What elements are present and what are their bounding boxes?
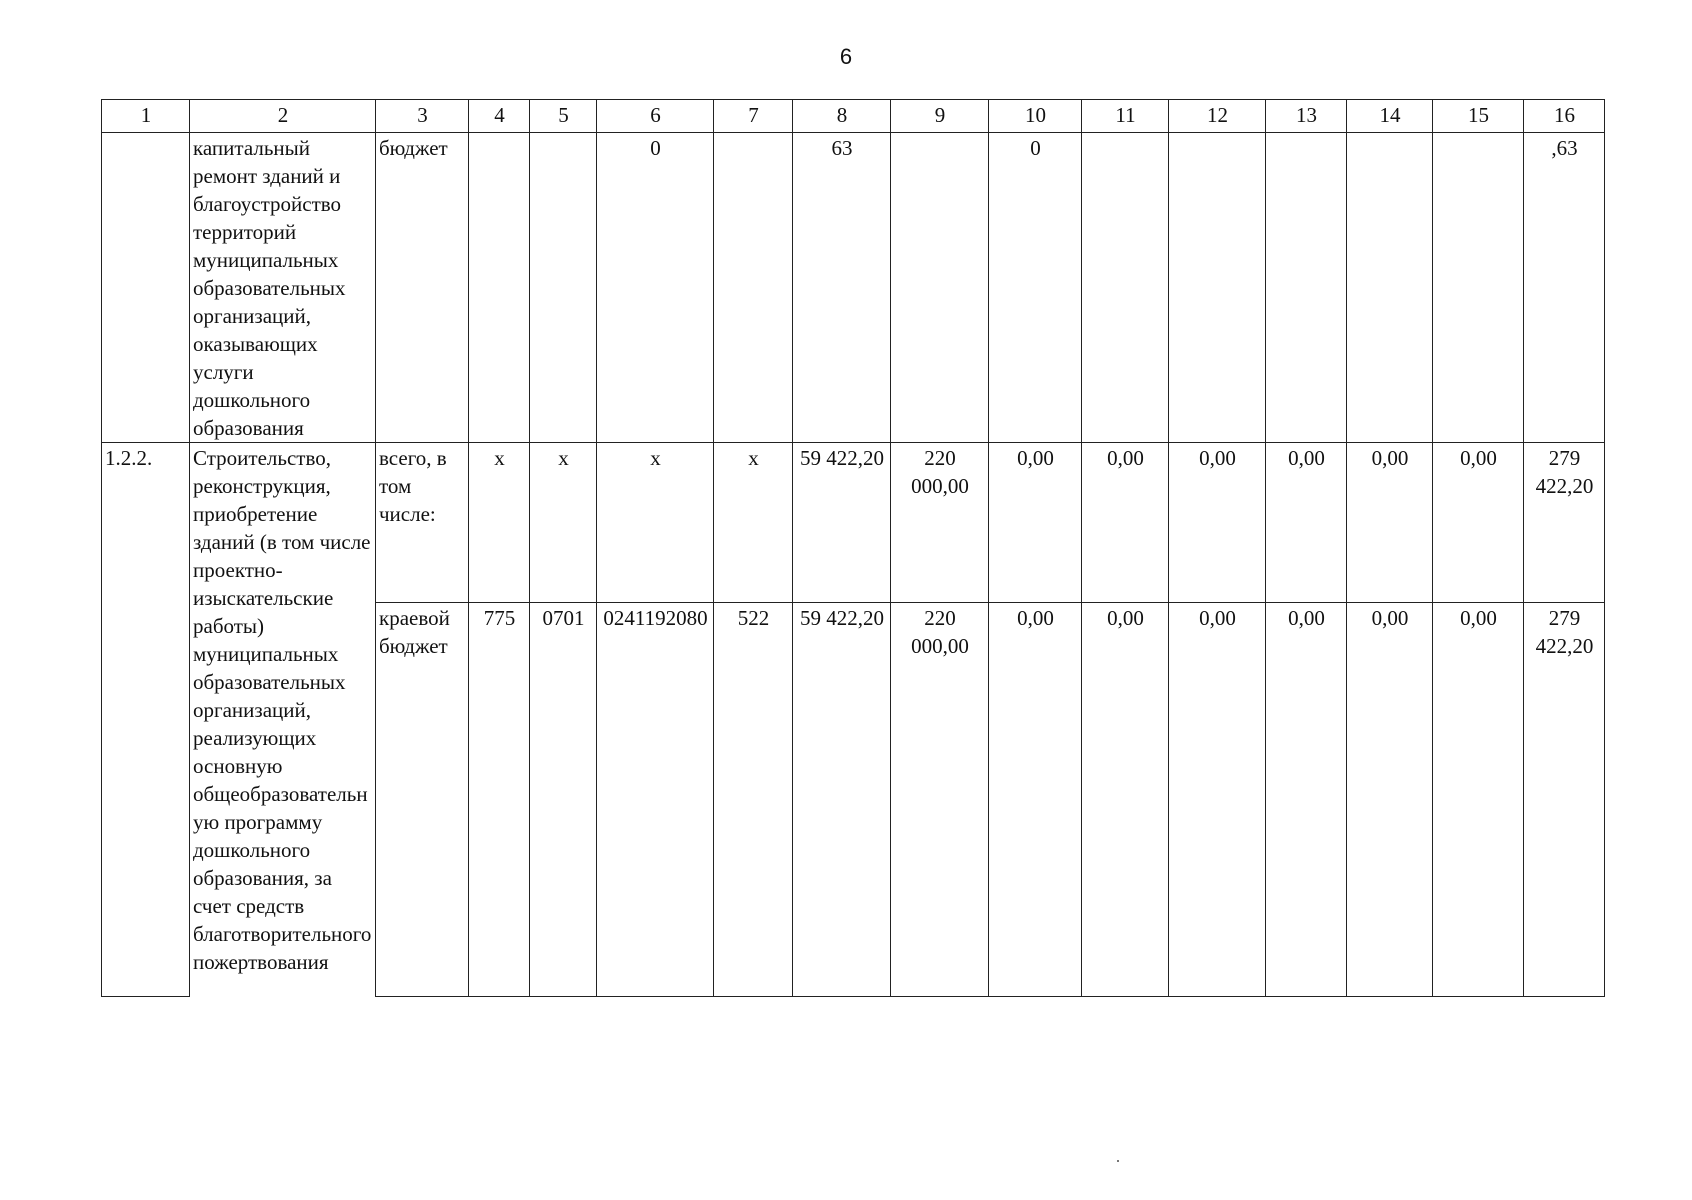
table-cell: 0,00 xyxy=(1169,443,1266,603)
header-cell: 12 xyxy=(1169,100,1266,133)
header-row xyxy=(102,100,1605,133)
table-cell xyxy=(1433,133,1524,443)
table-cell: 0,00 xyxy=(1266,443,1347,603)
header-cell: 3 xyxy=(376,100,469,133)
header-cell: 15 xyxy=(1433,100,1524,133)
table-cell: 63 xyxy=(793,133,891,443)
funding-source-cell: бюджет xyxy=(376,133,469,443)
row-number-cell: 1.2.2. xyxy=(102,443,190,603)
activity-name-cell: капитальный ремонт зданий и благоустройство территорий муниципальных образовательных организаций, оказывающих услуги дошкольного образования xyxy=(190,133,376,443)
table-cell: 0 xyxy=(989,133,1082,443)
header-cell: 9 xyxy=(891,100,989,133)
table-cell xyxy=(714,133,793,443)
page-number: 6 xyxy=(839,44,853,69)
table-cell: 775 xyxy=(469,603,530,997)
header-cell: 1 xyxy=(102,100,190,133)
table-cell: х xyxy=(714,443,793,603)
table-row xyxy=(102,443,1605,603)
table-cell xyxy=(1266,133,1347,443)
header-cell: 13 xyxy=(1266,100,1347,133)
table-cell: 0,00 xyxy=(1433,443,1524,603)
table-cell: 0,00 xyxy=(1082,603,1169,997)
header-cell: 16 xyxy=(1524,100,1605,133)
table-cell: 0241192080 xyxy=(597,603,714,997)
header-cell: 5 xyxy=(530,100,597,133)
table-cell: 0,00 xyxy=(1082,443,1169,603)
funding-source-cell: краевой бюджет xyxy=(376,603,469,997)
header-cell: 4 xyxy=(469,100,530,133)
table-row xyxy=(102,133,1605,443)
table-cell: х xyxy=(469,443,530,603)
table-cell xyxy=(1082,133,1169,443)
scan-speck xyxy=(1117,1160,1119,1162)
header-cell: 7 xyxy=(714,100,793,133)
table-cell: 59 422,20 xyxy=(793,603,891,997)
table-cell: 0,00 xyxy=(1347,603,1433,997)
header-cell: 2 xyxy=(190,100,376,133)
row-number-cell xyxy=(102,603,190,997)
table-cell: 0701 xyxy=(530,603,597,997)
table-cell: х xyxy=(597,443,714,603)
budget-table xyxy=(101,99,1605,997)
table-cell: 522 xyxy=(714,603,793,997)
header-cell: 11 xyxy=(1082,100,1169,133)
table-cell: 0,00 xyxy=(1347,443,1433,603)
table-cell: 279 422,20 xyxy=(1524,443,1605,603)
table-cell: ,63 xyxy=(1524,133,1605,443)
table-cell: 0,00 xyxy=(989,443,1082,603)
table-cell xyxy=(530,133,597,443)
table-cell xyxy=(1347,133,1433,443)
table-cell: 59 422,20 xyxy=(793,443,891,603)
table-cell: х xyxy=(530,443,597,603)
table-cell xyxy=(891,133,989,443)
table-cell: 0,00 xyxy=(989,603,1082,997)
table-cell: 0,00 xyxy=(1433,603,1524,997)
table-cell xyxy=(1169,133,1266,443)
table-cell: 0,00 xyxy=(1266,603,1347,997)
table-cell xyxy=(469,133,530,443)
header-cell: 10 xyxy=(989,100,1082,133)
table-cell: 0 xyxy=(597,133,714,443)
table-cell: 0,00 xyxy=(1169,603,1266,997)
header-cell: 6 xyxy=(597,100,714,133)
header-cell: 14 xyxy=(1347,100,1433,133)
table-cell: 279 422,20 xyxy=(1524,603,1605,997)
funding-source-cell: всего, в том числе: xyxy=(376,443,469,603)
activity-name-cell: Строительство, реконструкция, приобретение зданий (в том числе проектно-изыскательские работы) муниципальных образовательных организаций, реализующих основную общеобразовательную программу дошкольного образования, за счет средств благотворительного пожертвования xyxy=(190,443,376,997)
row-number-cell xyxy=(102,133,190,443)
header-cell: 8 xyxy=(793,100,891,133)
table-cell: 220 000,00 xyxy=(891,603,989,997)
table-cell: 220 000,00 xyxy=(891,443,989,603)
